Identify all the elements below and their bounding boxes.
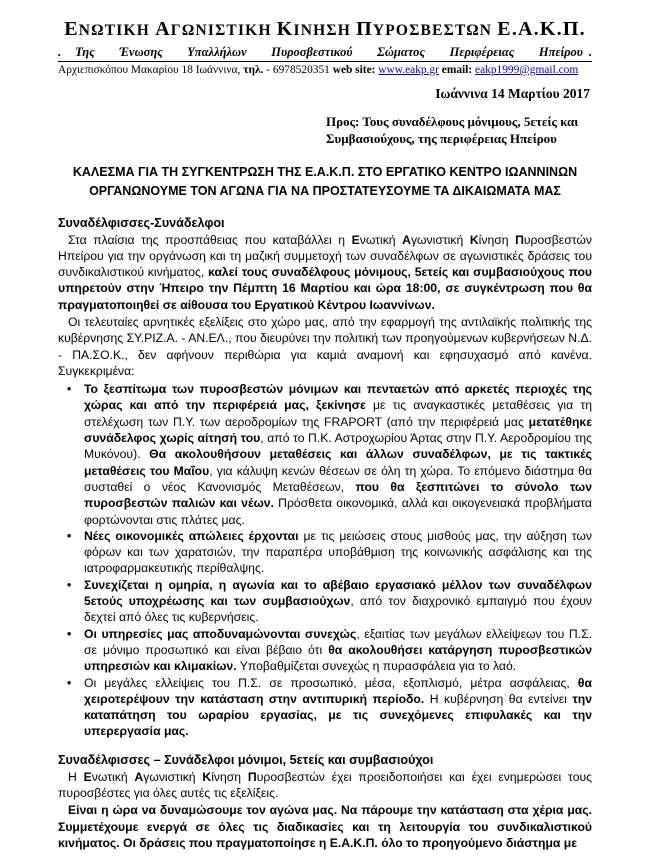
contact-line [58, 63, 592, 78]
paragraph-developments: Οι τελευταίες αρνητικές εξελίξεις στο χώρο μας, από την εφαρμογή της αντιλαϊκής πολιτικής της κυβέρνησης ΣΥ.ΡΙΖ.Α. - ΑΝ.ΕΛ., που διευρύνει την πολιτική των προηγούμενων κυβερνήσεων Ν.Δ. - ΠΑ.ΣΟ.Κ., δεν αφήνουν περιθώρια για καμιά αναμονή και εφησυχασμό από κανένα. Συγκεκριμένα: [58, 314, 592, 378]
organization-title: ΕΝΩΤΙΚΗ ΑΓΩΝΙΣΤΙΚΗ ΚΙΝΗΣΗ ΠΥΡΟΣΒΕΣΤΩΝ Ε.Α.Κ.Π. [64, 18, 586, 40]
address: Αρχιεπισκόπου Μακαρίου 18 Ιωάννινα, [58, 64, 241, 76]
paragraph-call-to-action: Είναι η ώρα να δυναμώσουμε τον αγώνα μας. Να πάρουμε την κατάσταση στα χέρια μας. Συμμετέχουμε ενεργά σε όλες τις διαδικασίες και τη λειτουργία του συνδικαλιστικού κινήματος. Οι δράσεις που πραγματοποίησε η Ε.Α.Κ.Π. όλο το προηγούμενο διάστημα με [58, 803, 592, 850]
subtitle-text: Της Ένωσης Υπαλλήλων Πυροσβεστικού Σώματος Περιφέρειας Ηπείρου [75, 45, 583, 59]
issues-list [58, 381, 592, 740]
paragraph-intro: Στα πλαίσια της προσπάθειας που καταβάλλει η Ενωτική Αγωνιστική Κίνηση Πυροσβεστών Ηπείρου για την οργάνωση και τη μαζική συμμετοχή των συναδέλφων σε αγωνιστικές δράσεις του συνδικαλιστικού κινήματος, καλεί τους συναδέλφους μόνιμους, 5ετείς και συμβασιούχους που υπηρετούν στην Ήπειρο την Πέμπτη 16 Μαρτίου και ώρα 18:00, σε συγκέντρωση που θα πραγματοποιηθεί σε αίθουσα του Εργατικού Κέντρου Ιωαννίνων. [58, 232, 593, 312]
recipient-line-1: Προς: Τους συναδέλφους μόνιμους, 5ετείς και [326, 113, 579, 129]
list-item: • Οι υπηρεσίες μας αποδυναμώνονται συνεχώς, εξαιτίας των μεγάλων ελλείψεων του Π.Σ. σε μόνιμο προσωπικό και είναι βέβαιο ότι θα ακολουθήσει κατάργηση πυροσβεστικών υπηρεσιών και κλιμακίων. Υποβαθμίζεται συνεχώς η πυρασφάλεια για το λαό. [67, 626, 593, 674]
heading-line-2: ΟΡΓΑΝΩΝΟΥΜΕ ΤΟΝ ΑΓΩΝΑ ΓΙΑ ΝΑ ΠΡΟΣΤΑΤΕΥΣΟΥΜΕ ΤΑ ΔΙΚΑΙΩΜΑΤΑ ΜΑΣ [89, 183, 561, 198]
email-label: email: [441, 64, 473, 76]
bullet-icon: • [67, 675, 72, 690]
subtitle-right-mark: . [588, 45, 592, 59]
bullet-icon: • [67, 528, 72, 543]
document-date: Ιωάννινα 14 Μαρτίου 2017 [435, 86, 590, 101]
heading-line-1: ΚΑΛΕΣΜΑ ΓΙΑ ΤΗ ΣΥΓΚΕΝΤΡΩΣΗ ΤΗΣ Ε.Α.Κ.Π. ΣΤΟ ΕΡΓΑΤΙΚΟ ΚΕΝΤΡΟ ΙΩΑΝΝΙΝΩΝ [72, 164, 578, 179]
email-link[interactable]: eakp1999@gmail.com [475, 64, 579, 76]
list-item: • Συνεχίζεται η ομηρία, η αγωνία και το αβέβαιο εργασιακό μέλλον των συναδέλφων 5ετούς υποχρέωσης και των συμβασιούχων, από τον διαχρονικό εμπαιγμό που έχουν δεχτεί από όλες τις κυβερνήσεις. [67, 577, 592, 625]
organization-subtitle [58, 45, 592, 62]
section-title-1: Συναδέλφισσες-Συνάδελφοι [58, 215, 225, 230]
phone-label: τηλ. [243, 64, 264, 76]
list-item: • Το ξεσπίτωμα των πυροσβεστών μόνιμων και πενταετών από αρκετές περιοχές της χώρας και από την περιφέρειά μας, ξεκίνησε με τις αναγκαστικές μεταθέσεις για τη στελέχωση των Π.Υ. των αεροδρομίων της FRAPORT (από την περιφέρειά μας μετατέθηκε συνάδελφος χωρίς αίτησή του, από το Π.Κ. Αστροχωρίου Άρτας στην Π.Υ. Αεροδρομίου της Μυκόνου). Θα ακολουθήσουν μεταθέσεις και άλλων συναδέλφων, με τις τακτικές μεταθέσεις του Μαΐου, για κάλυψη κενών θέσεων σε όλη τη χώρα. Το επόμενο διάστημα θα συσταθεί ο νέος Κανονισμός Μεταθέσεων, που θα ξεσπιτώνει το σύνολο των πυροσβεστών παλιών και νέων. Πρόσθετα οικονομικά, αλλά και οικογενειακά προβλήματα φορτώνονται στις πλάτες μας. [67, 382, 592, 527]
list-item: • Οι μεγάλες ελλείψεις του Π.Σ. σε προσωπικό, μέσα, εξοπλισμό, μέτρα ασφάλειας, θα χειροτερέψουν την κατάσταση στην αντιπυρική περίοδο. Η κυβέρνηση θα εντείνει την καταπάτηση του ωραρίου εργασίας, με τις συνεχόμενες επιφυλακές και την υπερεργασία μας. [67, 675, 592, 739]
phone: - 6978520351 [266, 64, 330, 76]
bullet-icon: • [67, 577, 72, 592]
paragraph-warning: Η Ενωτική Αγωνιστική Κίνηση Πυροσβεστών έχει προειδοποιήσει και έχει ενημερώσει τους πυροσβέστες για όλες αυτές τις εξελίξεις. [58, 769, 593, 800]
web-label: web site: [332, 64, 376, 76]
website-link[interactable]: www.eakp.gr [378, 64, 439, 76]
recipient-block [326, 113, 592, 147]
recipient-line-2: Συμβασιούχους, της περιφέρειας Ηπείρου [326, 130, 557, 146]
document-heading [58, 163, 592, 201]
bullet-icon: • [67, 626, 72, 641]
list-item: • Νέες οικονομικές απώλειες έρχονται με τις μειώσεις στους μισθούς μας, την αύξηση των φόρων και των χαρατσιών, την παραπέρα υποβάθμιση της κοινωνικής ασφάλισης και της ιατροφαρμακευτικής περίθαλψης. [67, 528, 592, 576]
subtitle-left-mark: . [58, 45, 62, 59]
bullet-icon: • [67, 382, 72, 397]
section-title-2: Συναδέλφισσες – Συνάδελφοι μόνιμοι, 5ετείς και συμβασιούχοι [58, 752, 434, 767]
